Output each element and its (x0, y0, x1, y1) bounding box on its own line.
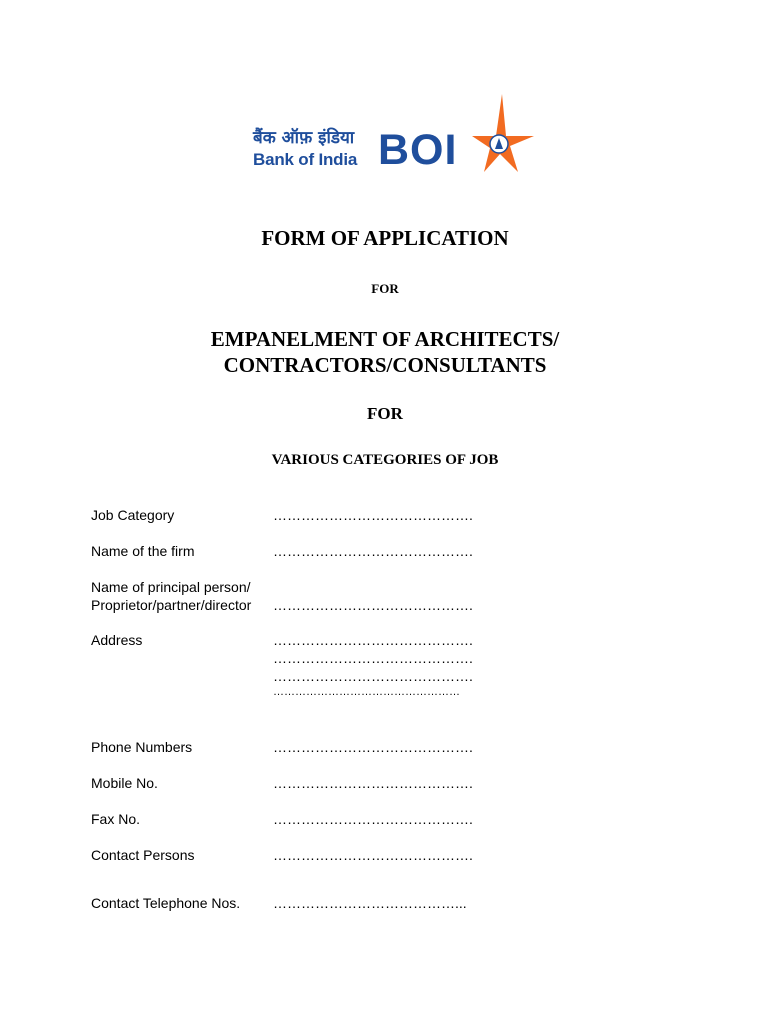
field-blank[interactable]: ……………………………………. (273, 668, 473, 684)
empanelment-heading (0, 326, 770, 378)
field-blank[interactable]: ……………………………………. (273, 739, 473, 755)
empanelment-line-1: EMPANELMENT OF ARCHITECTS/ (210, 327, 560, 351)
field-label: Name of principal person/ (91, 579, 251, 595)
logo-english-text: Bank of India (253, 150, 358, 169)
categories-subtitle: VARIOUS CATEGORIES OF JOB (271, 452, 499, 468)
field-label: Name of the firm (91, 543, 195, 559)
form-title: FORM OF APPLICATION (261, 226, 509, 250)
empanelment-line-2: CONTRACTORS/CONSULTANTS (223, 353, 547, 377)
field-label: Address (91, 632, 143, 648)
field-blank[interactable]: …………………………………... (273, 895, 467, 911)
for-label-1: FOR (371, 281, 399, 296)
field-label: Job Category (91, 507, 175, 523)
field-blank[interactable]: ……………………………………. (273, 597, 473, 613)
field-blank[interactable]: ……………………………………. (273, 775, 473, 791)
field-blank[interactable]: …………………………………………… (273, 686, 460, 698)
field-label: Phone Numbers (91, 739, 193, 755)
field-blank[interactable]: ……………………………………. (273, 811, 473, 827)
field-label: Mobile No. (91, 775, 158, 791)
field-blank[interactable]: ……………………………………. (273, 847, 473, 863)
field-blank[interactable]: ……………………………………. (273, 507, 473, 523)
field-label: Contact Telephone Nos. (91, 895, 241, 911)
field-blank[interactable]: ……………………………………. (273, 543, 473, 559)
field-blank[interactable]: ……………………………………. (273, 632, 473, 648)
for-label-2: FOR (367, 404, 403, 423)
field-label: Fax No. (91, 811, 141, 827)
logo-hindi-text: बैंक ऑफ़ इंडिया (253, 128, 355, 148)
logo-abbreviation: BOI (378, 126, 458, 174)
field-label: Contact Persons (91, 847, 195, 863)
field-label-line-2: Proprietor/partner/director (91, 597, 252, 613)
bank-of-india-logo (250, 92, 540, 182)
star-icon (460, 92, 536, 174)
field-blank[interactable]: ……………………………………. (273, 650, 473, 666)
